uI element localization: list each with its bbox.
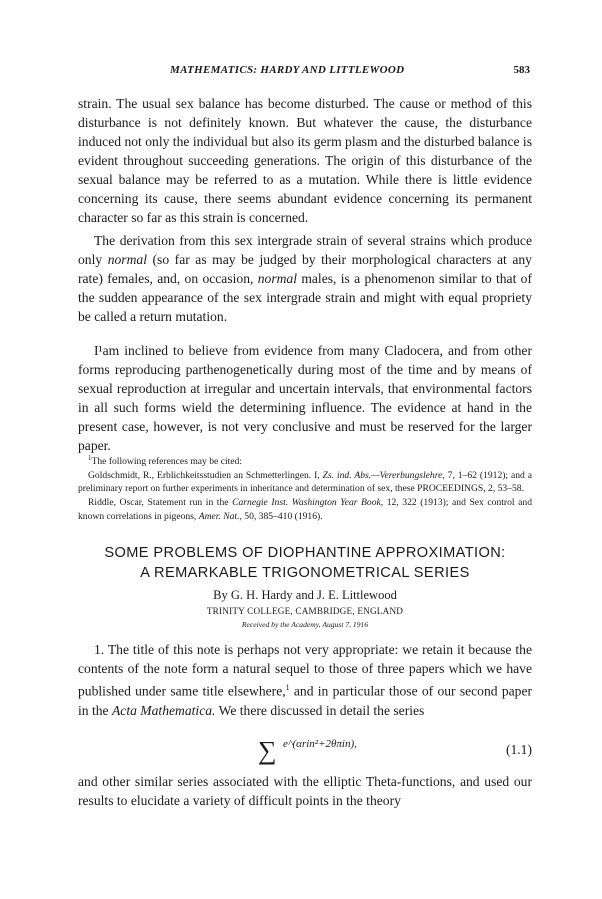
paragraph-derivation-text-c: males, is a phenomenon similar to that of the sudden appearance of the sex intergrade strain and might with equal propriety be called a return mutation.	[78, 271, 532, 324]
paragraph-introduction-b: and in particular those of our second paper in the	[78, 683, 533, 718]
article-title-line-2: A REMARKABLE TRIGONOMETRICAL SERIES	[140, 565, 470, 581]
journal-acta: Acta Mathematica.	[111, 702, 216, 718]
paragraph-derivation-text-a: The derivation from this sex intergrade strain of several strains which produce only	[78, 233, 532, 267]
footnote-ref: 1	[285, 683, 290, 692]
received-date: Received by the Academy, August 7, 1916	[241, 620, 369, 629]
page-number: 583	[513, 64, 530, 76]
equation-exponent: e^(αrin²+2θπin),	[283, 738, 357, 750]
summation-symbol: ∑	[258, 736, 277, 765]
paragraph-theta: and other similar series associated with the elliptic Theta-functions, and used our results to elucidate a variety of difficult points in the theory	[78, 774, 532, 808]
footnote-riddle-c: 50, 385–410 (1916).	[241, 510, 323, 522]
footnote-riddle-journal: Amer. Nat.,	[198, 510, 242, 522]
footnote-riddle-a: Riddle, Oscar, Statement run in the	[88, 496, 233, 508]
paragraph-derivation-text-b: (so far as may be judged by their morphological characters at any rate) females, and, on occasion,	[78, 252, 532, 286]
footnotes	[78, 452, 532, 523]
article-title-line-1: SOME PROBLEMS OF DIOPHANTINE APPROXIMATION:	[104, 545, 506, 561]
footnote-goldschmidt-a: Goldschmidt, R., Erblichkeitsstudien an Schmetterlingen. I,	[88, 469, 323, 481]
footnote-goldschmidt-b: 7, 1–62 (1912); and a preliminary report on further experiments in inheritance and determination of sex, these PROCEEDINGS, 2, 53–58.	[78, 469, 533, 495]
paragraph-introduction-c: We there discussed in detail the series	[215, 702, 425, 718]
paragraph-introduction-a: 1. The title of this note is perhaps not very appropriate: we retain it because the contents of the note form a natural sequel to those of three papers which we have published under same title elsewhere,	[78, 642, 532, 699]
paragraph-derivation	[78, 231, 532, 326]
emphasis-normal-2: normal	[257, 271, 297, 286]
emphasis-normal-1: normal	[107, 252, 147, 267]
footnote-riddle-yearbook: Carnegie Inst. Washington Year Book,	[232, 496, 384, 508]
paragraph-introduction	[78, 640, 532, 720]
footnote-riddle-b: 12, 322 (1913); and Sex control and known correlations in pigeons,	[78, 496, 532, 522]
equation-1-1	[78, 736, 532, 766]
affiliation: TRINITY COLLEGE, CAMBRIDGE, ENGLAND	[206, 606, 404, 616]
footnote-goldschmidt	[78, 469, 532, 496]
footnote-1	[78, 452, 532, 469]
paragraph-strain: strain. The usual sex balance has become disturbed. The cause or method of this disturbance is not definitely known. But whatever the cause, the disturbance induced not only the individual but also its germ plasm and the disturbed balance is evident throughout succeeding generations. The origin of this disturbance of the sexual balance may be referred to as a mutation. While there is little evidence concerning its cause, there seems abundant evidence concerning its permanent character so far as this strain is concerned.	[78, 96, 532, 225]
equation-number: (1.1)	[505, 742, 532, 757]
running-head-title: MATHEMATICS: HARDY AND LITTLEWOOD	[170, 64, 405, 76]
article-title	[78, 543, 532, 583]
footnote-mark: 1	[88, 454, 92, 462]
footnote-riddle	[78, 496, 532, 523]
footnote-goldschmidt-journal: Zs. ind. Abs.—Vererbungslehre,	[322, 469, 445, 481]
running-head	[80, 64, 530, 80]
footnote-1-text: The following references may be cited:	[91, 456, 243, 468]
paragraph-cladocera: I¹am inclined to believe from evidence from many Cladocera, and from other forms reproducing parthenogenetically during most of the time and by means of sexual reproduction at irregular and uncertain intervals, that environmental factors in all such forms wield the determining influence. The evidence at hand in the present case, however, is not very conclusive and must be reserved for the larger paper.	[78, 343, 532, 453]
byline: By G. H. Hardy and J. E. Littlewood	[213, 588, 397, 602]
